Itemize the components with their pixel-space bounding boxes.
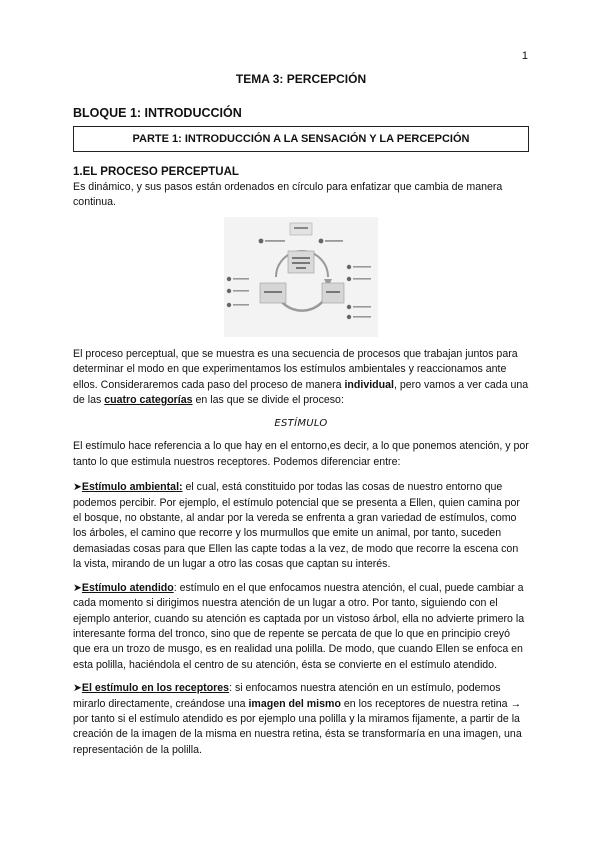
- perceptual-process-diagram: [224, 217, 378, 337]
- stimulus-subheading: ESTÍMULO: [274, 418, 328, 430]
- item-attended-stimulus: ➤Estímulo atendido: estímulo en el que enfocamos nuestra atención, el cual, puede cambiar a cada momento si dirigimos nuestra atención de un lugar a otro. Por tanto, siguiendo con el ejemplo anterior, cuando su atención es captada por un vistoso árbol, ella no advierte primero la interesante forma del tronco, sino que de repente se percata de que lo que en principio creyó que era un trozo de musgo, es en realidad una polilla. De modo, que cuando Ellen se enfoca en esta polilla, haciéndola el centro de su atención, ésta se convierte en el estímulo atendido.: [73, 581, 525, 671]
- document-body: [73, 72, 529, 758]
- process-paragraph: El proceso perceptual, que se muestra es una secuencia de procesos que trabajan juntos para determinar el modo en que experimentamos los estímulos ambientales y reaccionamos ante ellos. Consideraremos cada paso del proceso de manera individual, pero vamos a ver cada una de las cuatro categorías en las que se divide el proceso:: [73, 347, 529, 407]
- part-title-box: PARTE 1: INTRODUCCIÓN A LA SENSACIÓN Y LA PERCEPCIÓN: [73, 126, 529, 152]
- section-title: 1.EL PROCESO PERCEPTUAL: [73, 166, 239, 178]
- item-environmental-stimulus: ➤Estímulo ambiental: el cual, está constituido por todas las cosas de nuestro entorno que podemos percibir. Por ejemplo, el estímulo potencial que se presenta a Ellen, quien camina por el bosque, no obstante, al andar por la vereda se enfrenta a gran variedad de estímulos, como los árboles, el camino que recorre y los murmullos que emite un animal, por tanto, suceden demasiadas cosas para que Ellen las capte todas a la vez, de modo que recorre la escena con la vista, mirando de un lugar a otro las cosas que captan su interés.: [73, 481, 520, 571]
- document-title: TEMA 3: PERCEPCIÓN: [235, 72, 367, 86]
- item-stimulus-on-receptors: ➤El estímulo en los receptores: si enfocamos nuestra atención en un estímulo, podemos mirarlo directamente, creándose una imagen del mismo en los receptores de nuestra retina → por tanto si el estímulo atendido es por ejemplo una polilla y la miramos fijamente, a partir de la creación de la imagen de la misma en nuestra retina, ésta se transformaría en una imagen, una representación de la polilla.: [73, 682, 522, 756]
- block-title: BLOQUE 1: INTRODUCCIÓN: [73, 106, 242, 120]
- intro-paragraph: Es dinámico, y sus pasos están ordenados en círculo para enfatizar que cambia de manera continua.: [73, 181, 503, 209]
- page-number: 1: [521, 50, 528, 62]
- stimulus-paragraph: El estímulo hace referencia a lo que hay en el entorno,es decir, a lo que ponemos atención, y por tanto lo que estimula nuestros receptores. Podemos diferenciar entre:: [73, 440, 529, 468]
